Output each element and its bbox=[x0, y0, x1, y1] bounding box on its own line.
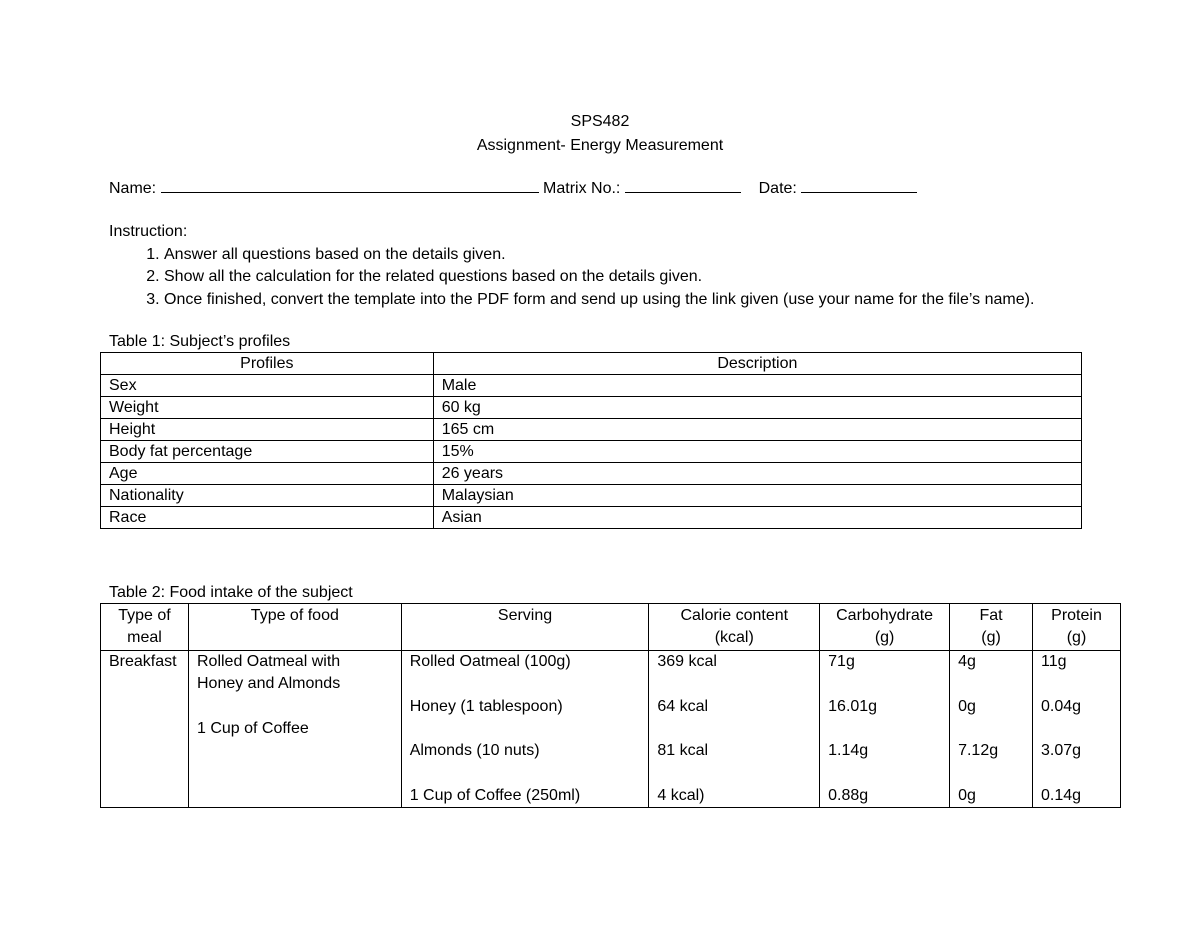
column-header: Description bbox=[433, 353, 1081, 375]
instruction-item: 2. Show all the calculation for the related questions based on the details given. bbox=[164, 266, 1109, 289]
calorie-line: 64 kcal bbox=[657, 697, 709, 715]
header-text: Fat bbox=[979, 607, 1003, 624]
food-line: Rolled Oatmeal with bbox=[196, 653, 341, 670]
table-header-row bbox=[101, 604, 1121, 651]
carb-line: 71g bbox=[828, 653, 855, 670]
serving-line: Almonds (10 nuts) bbox=[409, 742, 540, 760]
serving-line: Rolled Oatmeal (100g) bbox=[409, 653, 571, 670]
protein-line: 3.07g bbox=[1041, 742, 1082, 760]
spacer bbox=[197, 696, 393, 718]
column-header-protein bbox=[1033, 604, 1121, 651]
meal-cell: Breakfast bbox=[101, 651, 189, 808]
table-row bbox=[101, 507, 1082, 529]
header-text: (g) bbox=[1066, 629, 1087, 646]
serving-line: Honey (1 tablespoon) bbox=[409, 697, 563, 715]
column-header: Profiles bbox=[101, 353, 434, 375]
profile-label: Nationality bbox=[101, 485, 434, 507]
table-row bbox=[101, 375, 1082, 397]
table-row bbox=[101, 651, 1121, 808]
column-header-calorie bbox=[649, 604, 820, 651]
spacer bbox=[958, 673, 1024, 695]
document-header bbox=[0, 110, 1200, 158]
table-row bbox=[101, 441, 1082, 463]
spacer bbox=[828, 673, 941, 695]
column-header-serving: Serving bbox=[401, 604, 649, 651]
column-header-meal bbox=[101, 604, 189, 651]
student-fields bbox=[109, 176, 1109, 198]
profile-label: Race bbox=[101, 507, 434, 529]
assignment-title: Assignment- Energy Measurement bbox=[476, 137, 724, 154]
fat-cell bbox=[950, 651, 1033, 808]
spacer bbox=[410, 762, 641, 784]
spacer bbox=[828, 718, 941, 740]
food-line: 1 Cup of Coffee bbox=[196, 719, 309, 737]
profile-label: Age bbox=[101, 463, 434, 485]
instructions bbox=[109, 221, 1109, 311]
profile-value: 165 cm bbox=[433, 419, 1081, 441]
spacer bbox=[657, 718, 811, 740]
food-intake-table bbox=[100, 603, 1121, 808]
profile-value: 60 kg bbox=[433, 397, 1081, 419]
serving-line: 1 Cup of Coffee (250ml) bbox=[409, 786, 581, 804]
calorie-cell bbox=[649, 651, 820, 808]
carb-line: 0.88g bbox=[828, 786, 869, 804]
header-text: Calorie content bbox=[680, 607, 789, 624]
calorie-line: 81 kcal bbox=[657, 742, 709, 760]
carb-cell bbox=[820, 651, 950, 808]
date-field[interactable] bbox=[801, 176, 917, 193]
table1-caption: Table 1: Subject’s profiles bbox=[109, 333, 291, 350]
protein-cell bbox=[1033, 651, 1121, 808]
table2-caption: Table 2: Food intake of the subject bbox=[109, 584, 353, 601]
spacer bbox=[657, 762, 811, 784]
fat-line: 0g bbox=[958, 786, 976, 804]
column-header-carb bbox=[820, 604, 950, 651]
spacer bbox=[1041, 762, 1112, 784]
table-row bbox=[101, 463, 1082, 485]
spacer bbox=[958, 762, 1024, 784]
date-label: Date: bbox=[758, 180, 797, 197]
instruction-item: 1. Answer all questions based on the details given. bbox=[164, 244, 1109, 267]
profile-label: Sex bbox=[101, 375, 434, 397]
header-text: Type of bbox=[118, 607, 171, 624]
spacer bbox=[1041, 673, 1112, 695]
protein-line: 0.04g bbox=[1041, 697, 1082, 715]
column-header-food: Type of food bbox=[188, 604, 401, 651]
spacer bbox=[828, 762, 941, 784]
profile-label: Body fat percentage bbox=[101, 441, 434, 463]
spacer bbox=[1041, 718, 1112, 740]
name-field[interactable] bbox=[161, 176, 539, 193]
header-text: (g) bbox=[981, 629, 1001, 646]
fat-line: 7.12g bbox=[958, 742, 999, 760]
profile-value: 15% bbox=[433, 441, 1081, 463]
header-text: (kcal) bbox=[714, 629, 754, 646]
calorie-line: 4 kcal) bbox=[657, 786, 705, 804]
header-text: Protein bbox=[1051, 607, 1102, 624]
food-line: Honey and Almonds bbox=[196, 675, 341, 693]
carb-line: 16.01g bbox=[828, 697, 878, 715]
matrix-field[interactable] bbox=[625, 176, 741, 193]
profile-value: Male bbox=[433, 375, 1081, 397]
table-row bbox=[101, 397, 1082, 419]
matrix-label: Matrix No.: bbox=[543, 180, 621, 197]
header-text: Carbohydrate bbox=[836, 607, 934, 624]
food-cell bbox=[188, 651, 401, 808]
profile-label: Weight bbox=[101, 397, 434, 419]
header-text: (g) bbox=[874, 629, 895, 646]
subject-profiles-table bbox=[100, 352, 1082, 529]
spacer bbox=[410, 718, 641, 740]
table-header-row bbox=[101, 353, 1082, 375]
profile-label: Height bbox=[101, 419, 434, 441]
profile-value: Asian bbox=[433, 507, 1081, 529]
instructions-heading: Instruction: bbox=[109, 223, 188, 240]
calorie-line: 369 kcal bbox=[657, 653, 717, 670]
header-text: meal bbox=[127, 629, 162, 646]
column-header-fat bbox=[950, 604, 1033, 651]
profile-value: 26 years bbox=[433, 463, 1081, 485]
profile-value: Malaysian bbox=[433, 485, 1081, 507]
spacer bbox=[657, 673, 811, 695]
instructions-list bbox=[109, 244, 1109, 312]
fat-line: 0g bbox=[958, 697, 976, 715]
instruction-item: 3. Once finished, convert the template into the PDF form and send up using the link given (use your name for the file’s name). bbox=[164, 289, 1109, 312]
course-code: SPS482 bbox=[570, 113, 630, 130]
table-row bbox=[101, 485, 1082, 507]
carb-line: 1.14g bbox=[828, 742, 869, 760]
table-row bbox=[101, 419, 1082, 441]
fat-line: 4g bbox=[958, 653, 976, 670]
spacer bbox=[410, 673, 641, 695]
protein-line: 11g bbox=[1041, 653, 1067, 670]
protein-line: 0.14g bbox=[1041, 786, 1082, 804]
serving-cell bbox=[401, 651, 649, 808]
name-label: Name: bbox=[109, 180, 157, 197]
spacer bbox=[958, 718, 1024, 740]
